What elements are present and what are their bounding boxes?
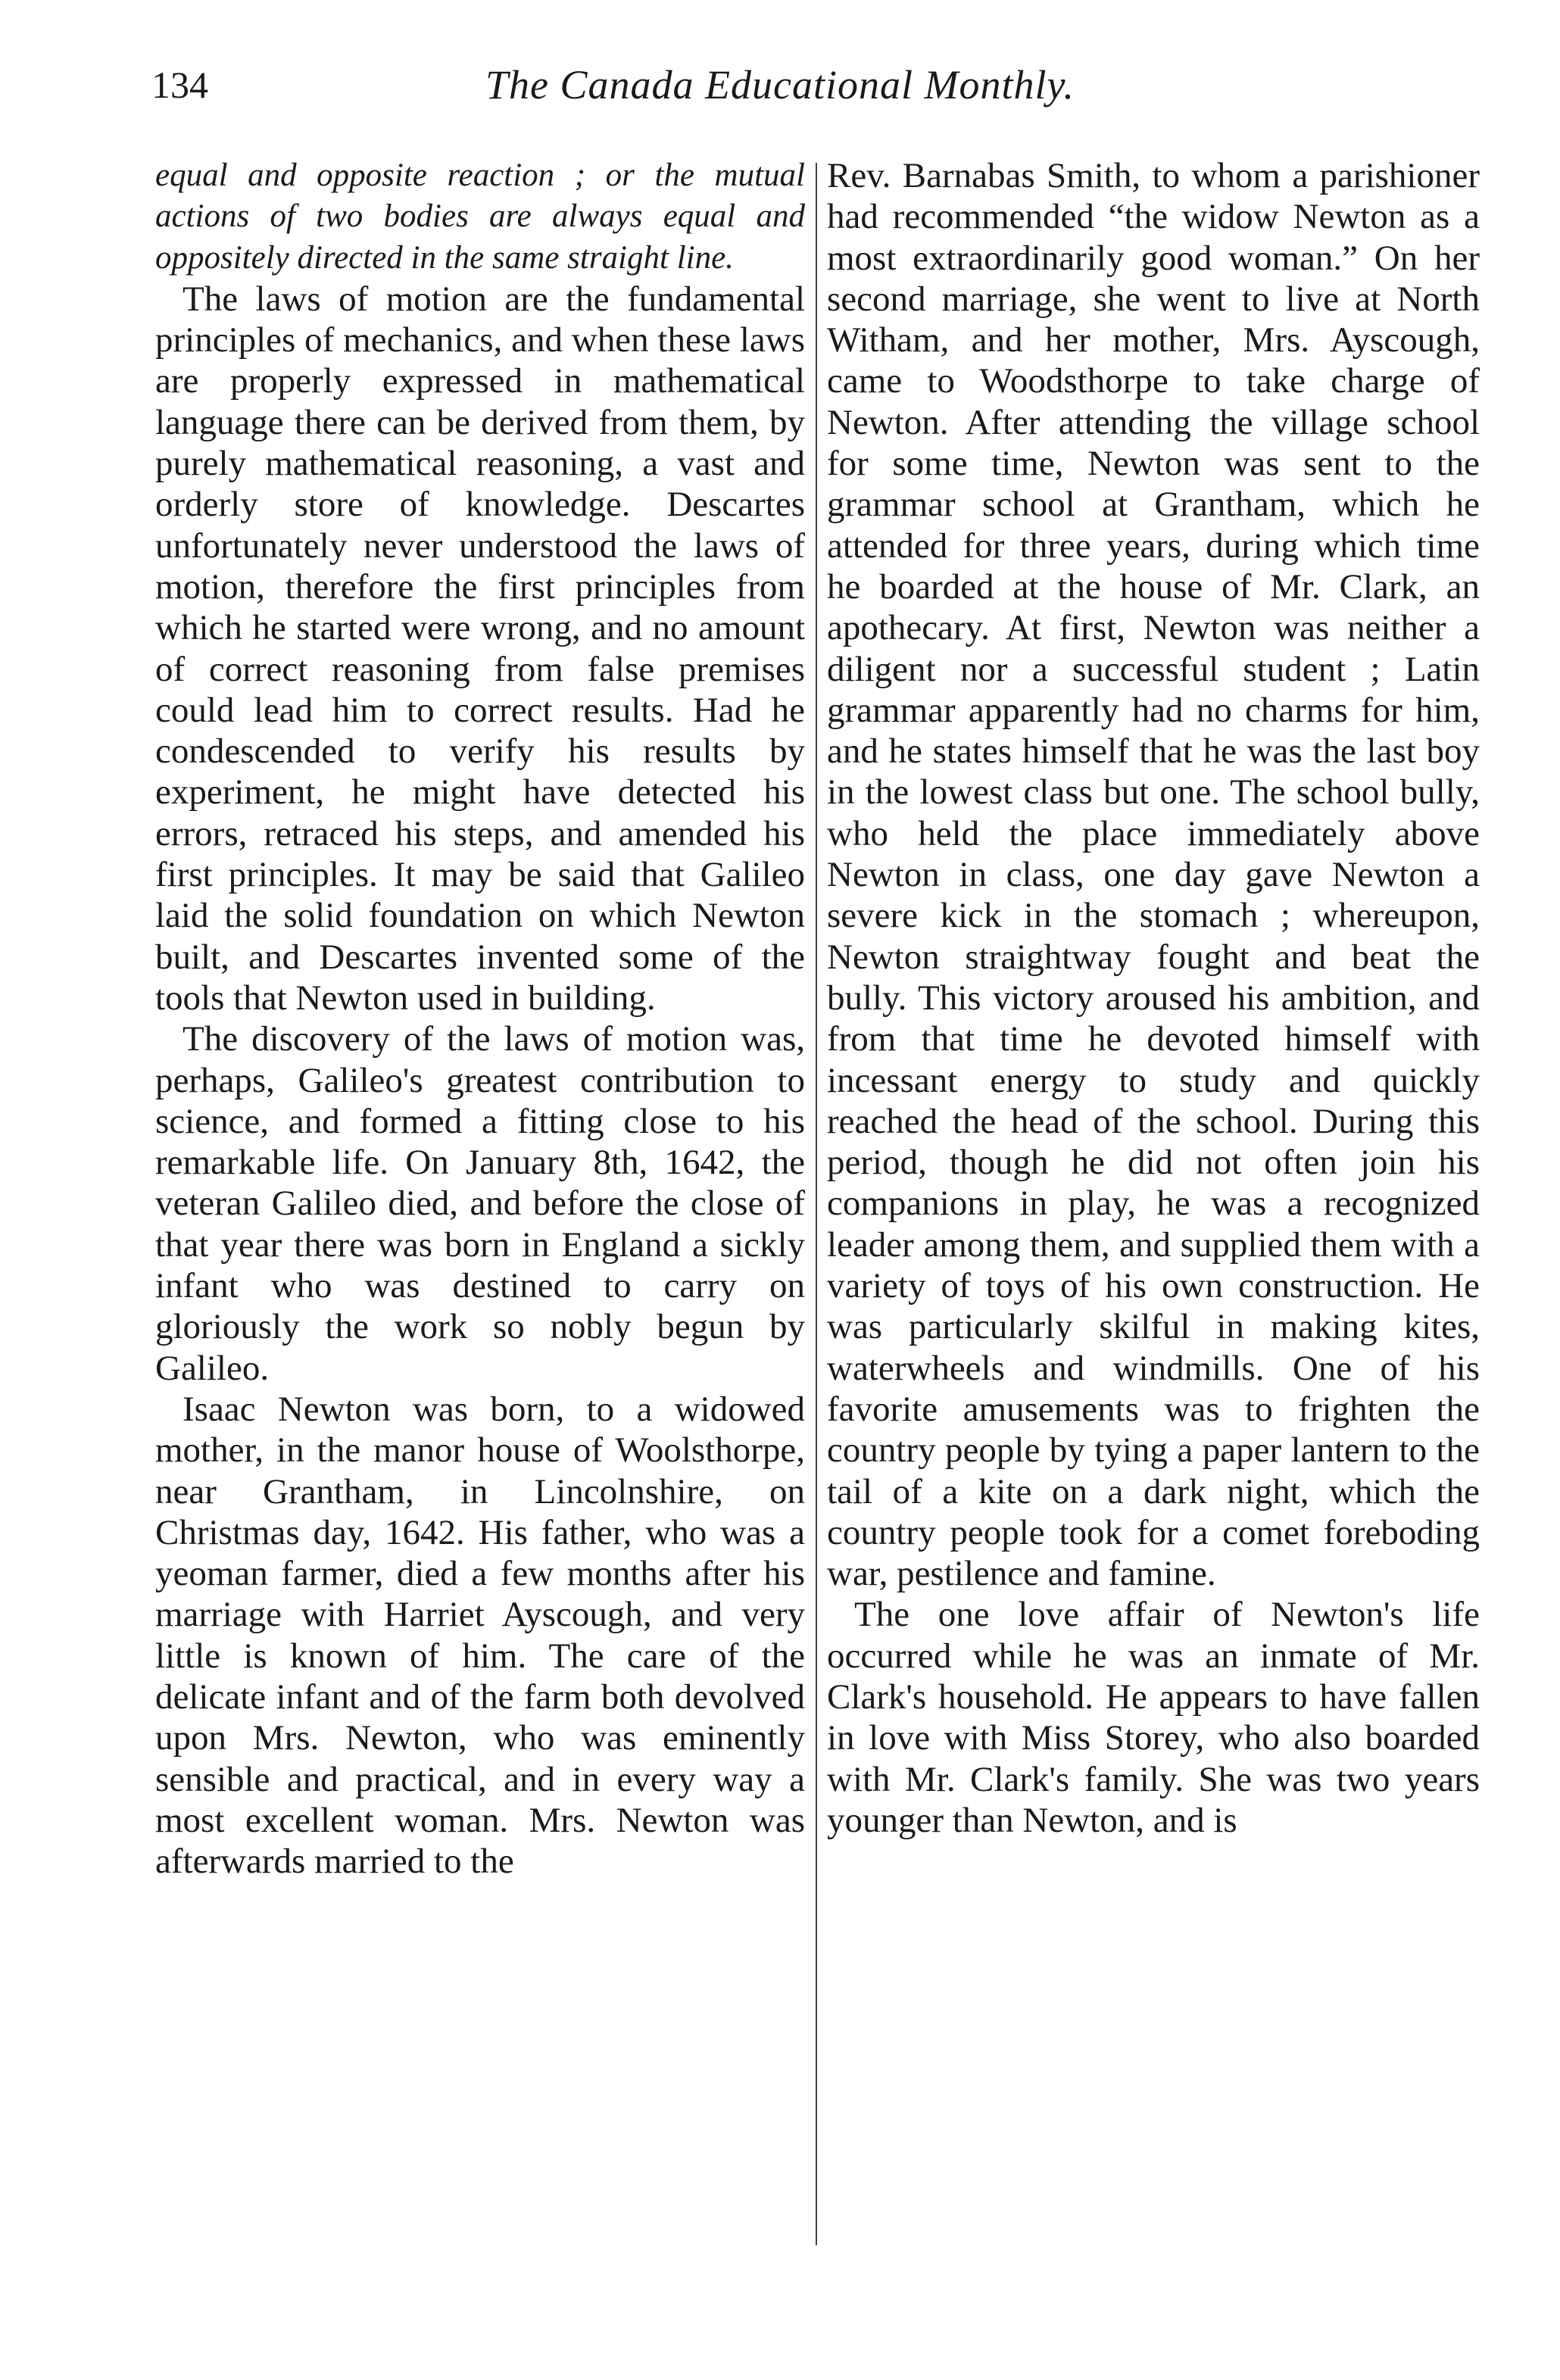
page-number: 134 (151, 64, 208, 106)
paragraph-newton-schooling: Rev. Barnabas Smith, to whom a parishioner had recommended “the widow Newton as a most extraordinarily good woman.” On her second marriage, she went to live at North Witham, and her mother, Mrs. Ayscough, came to Woodsthorpe to take charge of Newton. After attending the village school for some time, Newton was sent to the grammar school at Grantham, which he attended for three years, during which time he boarded at the house of Mr. Clark, an apothecary. At first, Newton was neither a diligent nor a successful student ; Latin grammar apparently had no charms for him, and he states himself that he was the last boy in the lowest class but one. The school bully, who held the place immediately above Newton in class, one day gave Newton a severe kick in the stomach ; whereupon, Newton straightway fought and beat the bully. This victory aroused his ambition, and from that time he devoted himself with incessant energy to study and quickly reached the head of the school. During this period, though he did not often join his companions in play, he was a recognized leader among them, and supplied them with a variety of toys of his own construction. He was particularly skilful in making kites, waterwheels and windmills. One of his favorite amusements was to frighten the country people by tying a paper lantern to the tail of a kite on a dark night, which the country people took for a comet foreboding war, pestilence and famine. (827, 156, 1480, 1594)
left-column (155, 155, 805, 1882)
paragraph-law-statement: equal and opposite reaction ; or the mutual actions of two bodies are always equal and oppositely directed in the same straight line. (155, 158, 805, 276)
paragraph-newton-birth: Isaac Newton was born, to a widowed mother, in the manor house of Woolsthorpe, near Grantham, in Lincolnshire, on Christmas day, 1642. His father, who was a yeoman farmer, died a few months after his marriage with Harriet Ayscough, and very little is known of him. The care of the delicate infant and of the farm both devolved upon Mrs. Newton, who was eminently sensible and practical, and in every way a most excellent woman. Mrs. Newton was afterwards married to the (155, 1389, 805, 1882)
running-head: The Canada Educational Monthly. (485, 62, 1075, 108)
paragraph-laws-of-motion: The laws of motion are the fundamental principles of mechanics, and when these laws are properly expressed in mathematical language there can be derived from them, by purely mathematical reasoning, a vast and orderly store of knowledge. Descartes unfortunately never understood the laws of motion, therefore the first principles from which he started were wrong, and no amount of correct reasoning from false premises could lead him to correct results. Had he condescended to verify his results by experiment, he might have detected his errors, retraced his steps, and amended his first principles. It may be said that Galileo laid the solid foundation on which Newton built, and Descartes invented some of the tools that Newton used in building. (155, 279, 805, 1018)
right-column (827, 155, 1480, 1841)
paragraph-galileo-discovery: The discovery of the laws of motion was, perhaps, Galileo's greatest contribution to science, and formed a fitting close to his remarkable life. On January 8th, 1642, the veteran Galileo died, and before the close of that year there was born in England a sickly infant who was destined to carry on gloriously the work so nobly begun by Galileo. (155, 1019, 805, 1388)
column-divider (816, 163, 817, 2245)
paragraph-love-affair: The one love affair of Newton's life occurred while he was an inmate of Mr. Clark's household. He appears to have fallen in love with Miss Storey, who also boarded with Mr. Clark's family. She was two years younger than Newton, and is (827, 1595, 1480, 1840)
